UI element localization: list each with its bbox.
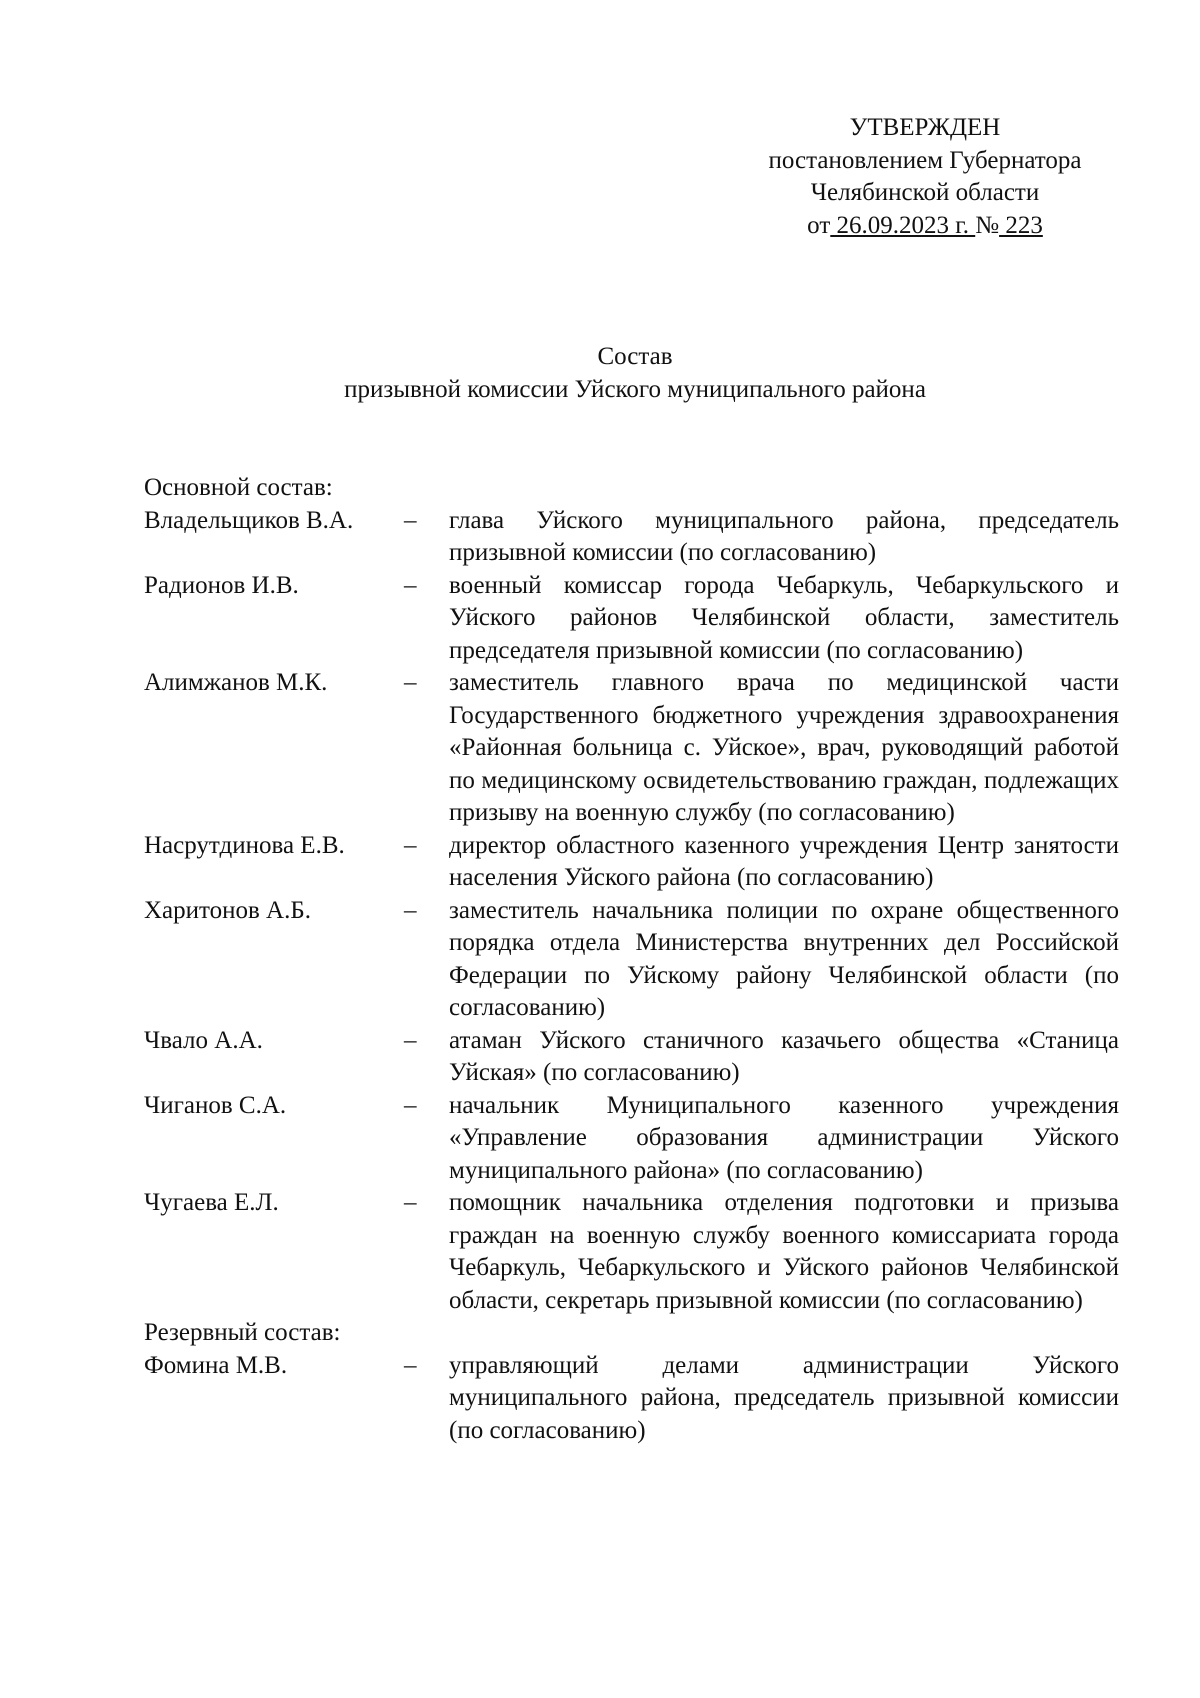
approval-date-prefix: от — [807, 211, 831, 239]
member-name: Чвало А.А. — [144, 1026, 263, 1054]
member-role: помощник начальника отделения подготовки и призыва граждан на военную службу военного комиссариата города Чебаркуль, Чебаркульского и Уйского районов Челябинской области, секретарь призывной комиссии (по согласованию) — [449, 1189, 1119, 1314]
member-dash: – — [404, 506, 417, 534]
member-role: атаман Уйского станичного казачьего общества «Станица Уйская» (по согласованию) — [449, 1026, 1119, 1086]
title-line-1: Состав — [597, 343, 673, 370]
member-row — [144, 667, 1119, 830]
member-row — [144, 1025, 1119, 1090]
approval-status: УТВЕРЖДЕН — [849, 114, 1001, 141]
member-dash: – — [404, 1026, 417, 1054]
member-name: Чиганов С.А. — [144, 1091, 287, 1119]
title-line-2: призывной комиссии Уйского муниципального района — [344, 375, 926, 403]
member-dash: – — [404, 1091, 417, 1119]
member-role: управляющий делами администрации Уйского муниципального района, председатель призывной комиссии (по согласованию) — [449, 1351, 1119, 1444]
approval-number-prefix: № — [975, 211, 1000, 239]
member-role: заместитель начальника полиции по охране общественного порядка отдела Министерства внутренних дел Российской Федерации по Уйскому району Челябинской области (по согласованию) — [449, 896, 1119, 1021]
member-role: глава Уйского муниципального района, председатель призывной комиссии (по согласованию) — [449, 506, 1119, 566]
approval-date: 26.09.2023 г. — [830, 211, 976, 239]
member-dash: – — [404, 831, 417, 859]
member-name: Харитонов А.Б. — [144, 896, 311, 924]
member-row — [144, 1090, 1119, 1188]
member-role: начальник Муниципального казенного учреждения «Управление образования администрации Уйского муниципального района» (по согласованию) — [449, 1091, 1119, 1184]
member-role: заместитель главного врача по медицинской части Государственного бюджетного учреждения здравоохранения «Районная больница с. Уйское», врач, руководящий работой по медицинскому освидетельствованию граждан, подлежащих призыву на военную службу (по согласованию) — [449, 669, 1119, 826]
member-dash: – — [404, 571, 417, 599]
approval-number: 223 — [999, 211, 1043, 239]
member-name: Насрутдинова Е.В. — [144, 831, 345, 859]
main-section-heading: Основной состав: — [144, 474, 333, 501]
member-name: Радионов И.В. — [144, 571, 299, 599]
approval-stamp — [740, 112, 1110, 242]
member-row — [144, 505, 1119, 570]
member-name: Владельщиков В.А. — [144, 506, 354, 534]
member-dash: – — [404, 669, 417, 696]
approval-date-line — [740, 210, 1110, 243]
commission-members — [144, 472, 1119, 1447]
reserve-section-heading: Резервный состав: — [144, 1319, 341, 1346]
member-row — [144, 1350, 1119, 1448]
member-name: Чугаева Е.Л. — [144, 1189, 279, 1216]
approval-line-region: Челябинской области — [810, 179, 1040, 206]
approval-line-decree: постановлением Губернатора — [768, 146, 1082, 174]
member-dash: – — [404, 1189, 417, 1216]
member-name: Фомина М.В. — [144, 1351, 288, 1379]
member-name: Алимжанов М.К. — [144, 669, 328, 696]
member-dash: – — [404, 896, 417, 924]
member-row — [144, 830, 1119, 895]
member-row — [144, 570, 1119, 668]
member-row — [144, 1187, 1119, 1317]
member-dash: – — [404, 1351, 417, 1379]
document-title — [0, 341, 1200, 406]
member-role: директор областного казенного учреждения Центр занятости населения Уйского района (по согласованию) — [449, 831, 1119, 891]
member-row — [144, 895, 1119, 1025]
member-role: военный комиссар города Чебаркуль, Чебаркульского и Уйского районов Челябинской области, заместитель председателя призывной комиссии (по согласованию) — [449, 571, 1119, 664]
